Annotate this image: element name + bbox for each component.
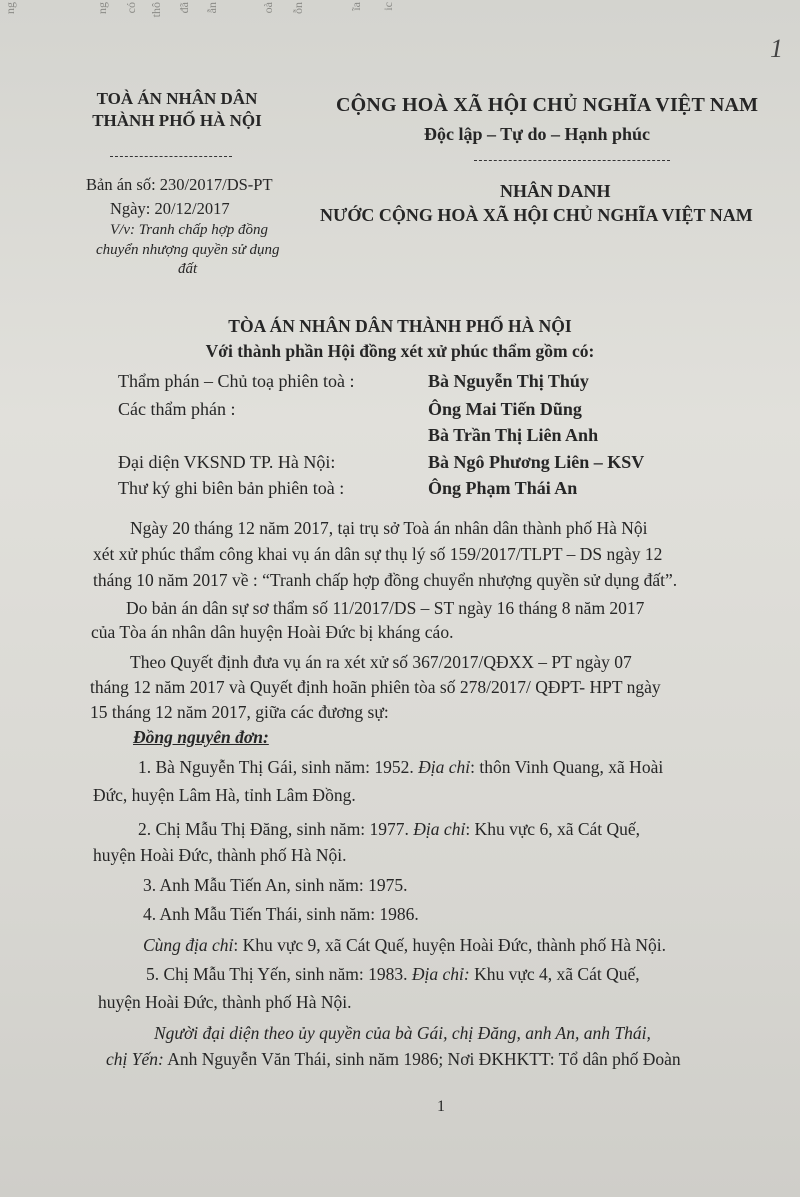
representative-line1: Người đại diện theo ủy quyền của bà Gái, chị Đăng, anh An, anh Thái,	[154, 1023, 651, 1043]
paragraph-hearing-line3: tháng 10 năm 2017 về : “Tranh chấp hợp đồng chuyển nhượng quyền sử dụng đất”.	[93, 570, 678, 590]
plaintiff-2-address: : Khu vực 6, xã Cát Quế,	[465, 819, 641, 839]
case-subject-line2: chuyển nhượng quyền sử dụng	[96, 242, 280, 258]
plaintiff-1-line1	[138, 755, 663, 779]
paragraph-decision-line3: 15 tháng 12 năm 2017, giữa các đương sự:	[90, 702, 389, 722]
plaintiff-4: 4. Anh Mẫu Tiến Thái, sinh năm: 1986.	[143, 904, 419, 924]
bleed-fragment: có	[124, 2, 138, 14]
in-the-name: NHÂN DANH	[500, 181, 611, 201]
plaintiff-1-line2: Đức, huyện Lâm Hà, tỉnh Lâm Đồng.	[93, 785, 356, 805]
panel-name-clerk: Ông Phạm Thái An	[428, 478, 578, 498]
plaintiff-5-line1	[146, 962, 640, 986]
right-divider	[474, 160, 670, 161]
panel-role-judges: Các thẩm phán :	[118, 399, 236, 419]
plaintiff-2-line2: huyện Hoài Đức, thành phố Hà Nội.	[93, 845, 347, 865]
bleed-fragment: ng	[3, 2, 17, 14]
representative-label: chị Yến:	[106, 1049, 164, 1069]
bleed-fragment: ỗn	[291, 2, 305, 14]
panel-title: Với thành phần Hội đồng xét xử phúc thẩm gồm có:	[205, 341, 595, 361]
plaintiff-5-name: 5. Chị Mẫu Thị Yến, sinh năm: 1983.	[146, 964, 412, 984]
page-number: 1	[437, 1098, 445, 1115]
bleed-fragment: oà	[261, 2, 275, 14]
paragraph-hearing-line2: xét xử phúc thẩm công khai vụ án dân sự thụ lý số 159/2017/TLPT – DS ngày 12	[93, 544, 663, 564]
bleed-fragment: ng	[95, 2, 109, 14]
representative-line2	[106, 1047, 681, 1071]
panel-name-judge2: Bà Trần Thị Liên Anh	[428, 425, 599, 445]
bleed-fragment: ĩa	[349, 2, 363, 11]
court-name-line2: THÀNH PHỐ HÀ NỘI	[92, 111, 262, 130]
left-divider	[110, 156, 232, 157]
paragraph-hearing-line1: Ngày 20 tháng 12 năm 2017, tại trụ sở Toà án nhân dân thành phố Hà Nội	[130, 518, 648, 538]
address-label: Địa chỉ	[413, 819, 466, 839]
panel-name-judge1: Ông Mai Tiến Dũng	[428, 399, 582, 419]
panel-name-prosecutor: Bà Ngô Phương Liên – KSV	[428, 452, 645, 472]
court-name-line1: TOÀ ÁN NHÂN DÂN	[96, 89, 258, 108]
margin-mark: 1	[770, 34, 783, 63]
panel-role-prosecutor: Đại diện VKSND TP. Hà Nội:	[118, 452, 336, 472]
bleed-fragment: ic	[381, 2, 395, 11]
plaintiff-2-name: 2. Chị Mẫu Thị Đăng, sinh năm: 1977.	[138, 819, 414, 839]
plaintiffs-heading: Đồng nguyên đơn:	[133, 727, 269, 747]
panel-name-presiding: Bà Nguyễn Thị Thúy	[428, 371, 589, 391]
common-address	[143, 933, 666, 957]
court-title: TÒA ÁN NHÂN DÂN THÀNH PHỐ HÀ NỘI	[228, 316, 572, 336]
in-the-name-nation: NƯỚC CỘNG HOÀ XÃ HỘI CHỦ NGHĨA VIỆT NAM	[320, 205, 753, 225]
bleed-fragment: thô	[149, 2, 163, 18]
nation-name: CỘNG HOÀ XÃ HỘI CHỦ NGHĨA VIỆT NAM	[336, 94, 759, 116]
representative-detail: Anh Nguyễn Văn Thái, sinh năm 1986; Nơi ĐKHKTT: Tổ dân phố Đoàn	[163, 1049, 681, 1069]
nation-motto: Độc lập – Tự do – Hạnh phúc	[424, 124, 651, 144]
paragraph-decision-line2: tháng 12 năm 2017 và Quyết định hoãn phiên tòa số 278/2017/ QĐPT- HPT ngày	[90, 677, 661, 697]
plaintiff-2-line1	[138, 817, 640, 841]
court-name-left	[72, 88, 282, 132]
common-address-label: Cùng địa chỉ	[143, 935, 234, 955]
plaintiff-1-name: 1. Bà Nguyễn Thị Gái, sinh năm: 1952.	[138, 757, 419, 777]
address-label: Địa chỉ	[418, 757, 471, 777]
common-address-value: : Khu vực 9, xã Cát Quế, huyện Hoài Đức, thành phố Hà Nội.	[233, 935, 666, 955]
paragraph-appeal-line2: của Tòa án nhân dân huyện Hoài Đức bị kháng cáo.	[91, 622, 454, 642]
plaintiff-5-line2: huyện Hoài Đức, thành phố Hà Nội.	[98, 992, 352, 1012]
plaintiff-1-address: : thôn Vinh Quang, xã Hoài	[470, 757, 664, 777]
case-subject-line3: đất	[178, 261, 198, 277]
panel-role-clerk: Thư ký ghi biên bản phiên toà :	[118, 478, 345, 498]
bleed-through-text	[0, 0, 800, 28]
bleed-fragment: ẫn	[205, 2, 219, 14]
case-date: Ngày: 20/12/2017	[110, 199, 230, 218]
case-number: Bản án số: 230/2017/DS-PT	[86, 175, 273, 194]
address-label: Địa chỉ:	[411, 964, 470, 984]
paragraph-decision-line1: Theo Quyết định đưa vụ án ra xét xử số 367/2017/QĐXX – PT ngày 07	[130, 652, 632, 672]
bleed-fragment: đã	[177, 2, 191, 14]
paragraph-appeal-line1: Do bản án dân sự sơ thẩm số 11/2017/DS – ST ngày 16 tháng 8 năm 2017	[126, 598, 645, 618]
case-subject-line1: V/v: Tranh chấp hợp đồng	[110, 222, 268, 238]
plaintiff-5-address: Khu vực 4, xã Cát Quế,	[469, 964, 640, 984]
plaintiff-3: 3. Anh Mẫu Tiến An, sinh năm: 1975.	[143, 875, 408, 895]
panel-role-presiding: Thẩm phán – Chủ toạ phiên toà :	[118, 371, 355, 391]
